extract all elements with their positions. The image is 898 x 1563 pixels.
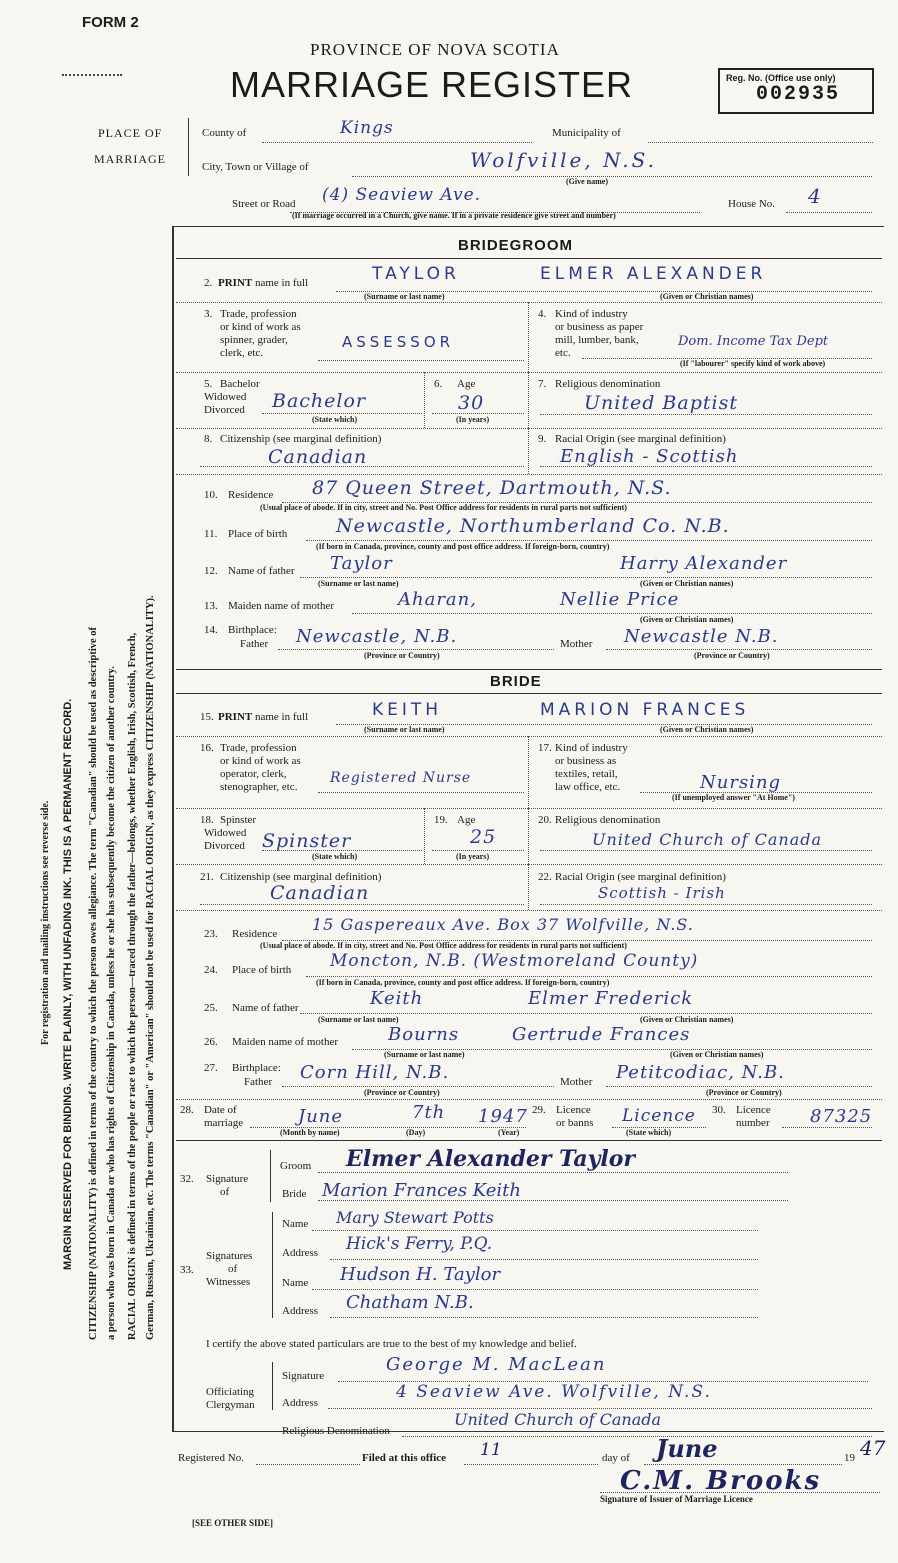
bride-surname: KEITH <box>372 700 443 720</box>
groom-father-surname: Taylor <box>330 553 393 574</box>
f14-caption-father: (Province or Country) <box>364 651 440 660</box>
f18-line-3: Divorced <box>204 840 245 852</box>
signature-bracket <box>270 1150 276 1202</box>
groom-father-given: Harry Alexander <box>620 553 788 574</box>
bride-state-caption: (State which) <box>312 852 358 861</box>
marriage-label: MARRIAGE <box>94 152 167 166</box>
f18-line-2: Widowed <box>204 827 247 839</box>
f9-label: Racial Origin (see marginal definition) <box>555 433 726 445</box>
f33-num: 33. <box>180 1264 194 1276</box>
f16-line-4: stenographer, etc. <box>220 781 298 793</box>
f5-num: 5. <box>204 378 213 390</box>
f7-num: 7. <box>538 378 547 390</box>
f7-label: Religious denomination <box>555 378 661 390</box>
marriage-month: June <box>298 1106 344 1127</box>
bride-age-caption: (In years) <box>456 852 490 861</box>
groom-surname-caption: (Surname or last name) <box>364 292 445 301</box>
f23-num: 23. <box>204 928 218 940</box>
f12-num: 12. <box>204 565 218 577</box>
witness-2-address: Chatham N.B. <box>346 1292 474 1313</box>
witness-2-name: Hudson H. Taylor <box>340 1264 501 1285</box>
bride-age: 25 <box>470 826 497 848</box>
w1-name-label: Name <box>282 1218 309 1230</box>
witness-1-address: Hick's Ferry, P.Q. <box>346 1234 493 1254</box>
groom-mother-given: Nellie Price <box>560 589 680 610</box>
place-note: (If marriage occurred in a Church, give name. If in a private residence give street and number) <box>292 211 616 220</box>
f25-caption-1: (Surname or last name) <box>318 1015 399 1024</box>
f14-caption-mother: (Province or Country) <box>694 651 770 660</box>
f12-caption-2: (Given or Christian names) <box>640 579 734 588</box>
f4-line-2: or business as paper <box>555 321 644 333</box>
issuer-label: Signature of Issuer of Marriage Licence <box>600 1494 753 1504</box>
f4-note: (If "labourer" specify kind of work above) <box>680 359 826 368</box>
groom-given-caption: (Given or Christian names) <box>660 292 754 301</box>
f33-line-2: of <box>228 1263 238 1275</box>
f27-label-b: Father <box>244 1076 273 1088</box>
bride-mother-given: Gertrude Frances <box>512 1024 691 1045</box>
day-of-label: day of <box>602 1452 630 1464</box>
f4-line-4: etc. <box>555 347 571 359</box>
registered-no-label: Registered No. <box>178 1452 244 1464</box>
f10-caption: (Usual place of abode. If in city, street and No. Post Office address for residents in rural parts not sufficient) <box>260 503 627 512</box>
bride-sig-label: Bride <box>282 1188 307 1200</box>
page-title: MARRIAGE REGISTER <box>230 64 634 105</box>
f17-num: 17. <box>538 742 552 754</box>
groom-age: 30 <box>458 392 485 414</box>
house-label: House No. <box>728 198 776 210</box>
f11-num: 11. <box>204 528 218 540</box>
f29-num: 29. <box>532 1104 546 1116</box>
day-caption: (Day) <box>406 1128 426 1137</box>
f16-line-3: operator, clerk, <box>220 768 287 780</box>
bride-given-caption: (Given or Christian names) <box>660 725 754 734</box>
groom-sig-label: Groom <box>280 1160 312 1172</box>
bride-mother-surname: Bourns <box>388 1024 460 1045</box>
f27-label-a: Birthplace: <box>232 1062 281 1074</box>
f6-num: 6. <box>434 378 443 390</box>
f15-num: 15. <box>200 711 214 723</box>
filed-year: 47 <box>860 1436 886 1460</box>
f32-line-2: of <box>220 1186 230 1198</box>
bride-trade: Registered Nurse <box>330 770 472 786</box>
f8-label: Citizenship (see marginal definition) <box>220 433 382 445</box>
bride-surname-caption: (Surname or last name) <box>364 725 445 734</box>
f33-line-3: Witnesses <box>206 1276 251 1288</box>
year-prefix: 19 <box>844 1452 855 1464</box>
groom-industry: Dom. Income Tax Dept <box>678 334 829 349</box>
clergy-line-2: Clergyman <box>206 1399 255 1411</box>
margin-text-1: For registration and mailing instructions see reverse side. <box>40 800 51 1045</box>
clergy-bracket <box>272 1362 278 1410</box>
groom-surname: TAYLOR <box>372 264 460 284</box>
house-value: 4 <box>808 184 822 208</box>
bride-religion: United Church of Canada <box>592 830 823 849</box>
f2-label <box>218 277 308 289</box>
witness-1-name: Mary Stewart Potts <box>336 1208 494 1227</box>
clergy-denom-label: Religious Denomination <box>282 1425 390 1437</box>
f21-label: Citizenship (see marginal definition) <box>220 871 382 883</box>
f14-num: 14. <box>204 624 218 636</box>
bride-father-given: Elmer Frederick <box>528 988 694 1009</box>
groom-father-birth: Newcastle, N.B. <box>296 626 458 647</box>
county-label: County of <box>202 127 247 139</box>
f16-line-2: or kind of work as <box>220 755 301 767</box>
marriage-day: 7th <box>412 1102 446 1123</box>
bridegroom-heading: BRIDEGROOM <box>458 237 573 254</box>
certify-statement: I certify the above stated particulars are true to the best of my knowledge and belief. <box>206 1338 577 1350</box>
f13-caption: (Given or Christian names) <box>640 615 734 624</box>
f3-line-2: or kind of work as <box>220 321 301 333</box>
f32-line-1: Signature <box>206 1173 249 1185</box>
bride-father-surname: Keith <box>370 988 424 1009</box>
province-heading: PROVINCE OF NOVA SCOTIA <box>310 40 560 59</box>
f15-label <box>218 711 308 723</box>
give-name-caption: (Give name) <box>566 177 608 186</box>
f27-mother-label: Mother <box>560 1076 593 1088</box>
f11-label: Place of birth <box>228 528 288 540</box>
place-of-label: PLACE OF <box>98 126 163 140</box>
month-caption: (Month by name) <box>280 1128 340 1137</box>
reg-number-box <box>718 68 874 114</box>
reg-number: 002935 <box>756 83 841 106</box>
f5-line-2: Widowed <box>204 391 247 403</box>
f3-line-4: clerk, etc. <box>220 347 264 359</box>
f24-label: Place of birth <box>232 964 292 976</box>
f15-label-print: PRINT <box>218 711 253 723</box>
witness-bracket <box>272 1212 278 1318</box>
city-value: Wolfville, N.S. <box>470 148 658 172</box>
bride-state: Spinster <box>262 830 352 852</box>
municipality-label: Municipality of <box>552 127 621 139</box>
bride-origin: Scottish - Irish <box>598 884 726 902</box>
f3-line-1: Trade, profession <box>220 308 297 320</box>
bride-residence: 15 Gaspereaux Ave. Box 37 Wolfville, N.S. <box>312 915 694 934</box>
f12-label: Name of father <box>228 565 295 577</box>
bride-mother-birth: Petitcodiac, N.B. <box>616 1062 785 1083</box>
clergy-sig-label: Signature <box>282 1370 325 1382</box>
filed-day: 11 <box>480 1440 502 1460</box>
see-other-side: [SEE OTHER SIDE] <box>192 1518 274 1528</box>
f25-num: 25. <box>204 1002 218 1014</box>
f17-line-1: Kind of industry <box>555 742 628 754</box>
f19-num: 19. <box>434 814 448 826</box>
groom-residence: 87 Queen Street, Dartmouth, N.S. <box>312 477 672 499</box>
f26-caption-2: (Given or Christian names) <box>670 1050 764 1059</box>
f28-line-2: marriage <box>204 1117 244 1129</box>
f24-caption: (If born in Canada, province, county and post office address. If foreign-born, country) <box>316 978 610 987</box>
bride-heading: BRIDE <box>490 673 542 690</box>
bride-given: MARION FRANCES <box>540 700 750 720</box>
w2-name-label: Name <box>282 1277 309 1289</box>
f32-num: 32. <box>180 1173 194 1185</box>
f26-num: 26. <box>204 1036 218 1048</box>
f8-num: 8. <box>204 433 213 445</box>
licence-type-caption: (State which) <box>626 1128 672 1137</box>
street-label: Street or Road <box>232 198 296 210</box>
f5-line-3: Divorced <box>204 404 245 416</box>
f6-label: Age <box>457 378 476 390</box>
city-label: City, Town or Village of <box>202 161 309 173</box>
filed-month: June <box>656 1434 718 1463</box>
f25-label: Name of father <box>232 1002 299 1014</box>
f14-label-b: Father <box>240 638 269 650</box>
margin-text-6: German, Russian, Ukrainian, etc. The terms "Canadian" or "American" should not be used for RACIAL ORIGIN, as they express CITIZENSHIP (NATIONALITY). <box>145 595 156 1340</box>
f24-num: 24. <box>204 964 218 976</box>
f3-line-3: spinner, grader, <box>220 334 288 346</box>
f2-num: 2. <box>204 277 213 289</box>
groom-birthplace: Newcastle, Northumberland Co. N.B. <box>336 515 730 537</box>
f29-line-2: or banns <box>556 1117 594 1129</box>
f23-label: Residence <box>232 928 278 940</box>
f28-line-1: Date of <box>204 1104 237 1116</box>
clergy-address-label: Address <box>282 1397 319 1409</box>
f13-num: 13. <box>204 600 218 612</box>
f10-label: Residence <box>228 489 274 501</box>
f12-caption-1: (Surname or last name) <box>318 579 399 588</box>
f27-caption-mother: (Province or Country) <box>706 1088 782 1097</box>
f4-line-3: mill, lumber, bank, <box>555 334 639 346</box>
f15-label-rest: name in full <box>252 711 309 723</box>
f30-num: 30. <box>712 1104 726 1116</box>
place-bracket <box>188 118 194 176</box>
f33-line-1: Signatures <box>206 1250 253 1262</box>
licence-number: 87325 <box>810 1106 873 1127</box>
clergy-address: 4 Seaview Ave. Wolfville, N.S. <box>396 1382 712 1402</box>
f21-num: 21. <box>200 871 214 883</box>
f4-line-1: Kind of industry <box>555 308 628 320</box>
f30-line-1: Licence <box>736 1104 771 1116</box>
f28-num: 28. <box>180 1104 194 1116</box>
f17-line-4: law office, etc. <box>555 781 621 793</box>
marriage-year: 1947 <box>478 1106 528 1127</box>
clergy-signature: George M. MacLean <box>386 1354 607 1375</box>
f14-label-a: Birthplace: <box>228 624 277 636</box>
bride-birthplace: Moncton, N.B. (Westmoreland County) <box>330 951 699 971</box>
f13-label: Maiden name of mother <box>228 600 334 612</box>
f22-label: Racial Origin (see marginal definition) <box>555 871 726 883</box>
f9-num: 9. <box>538 433 547 445</box>
f19-label: Age <box>457 814 476 826</box>
street-value: (4) Seaview Ave. <box>322 185 482 205</box>
filed-label: Filed at this office <box>362 1452 447 1464</box>
f18-num: 18. <box>200 814 214 826</box>
f17-note: (If unemployed answer "At Home") <box>672 793 795 802</box>
f16-line-1: Trade, profession <box>220 742 297 754</box>
f11-caption: (If born in Canada, province, county and post office address. If foreign-born, country) <box>316 542 610 551</box>
clergy-denomination: United Church of Canada <box>454 1410 662 1429</box>
groom-religion: United Baptist <box>584 392 738 414</box>
f30-line-2: number <box>736 1117 770 1129</box>
groom-mother-surname: Aharan, <box>398 589 477 610</box>
hole-punch-mark <box>62 74 122 76</box>
f26-caption-1: (Surname or last name) <box>384 1050 465 1059</box>
f2-label-print: PRINT <box>218 277 253 289</box>
f17-line-3: textiles, retail, <box>555 768 618 780</box>
f27-num: 27. <box>204 1062 218 1074</box>
f27-caption-father: (Province or Country) <box>364 1088 440 1097</box>
bride-industry: Nursing <box>700 772 782 793</box>
groom-state: Bachelor <box>272 390 367 412</box>
f23-caption: (Usual place of abode. If in city, street and No. Post Office address for residents in rural parts not sufficient) <box>260 941 627 950</box>
f10-num: 10. <box>204 489 218 501</box>
year-caption: (Year) <box>498 1128 520 1137</box>
f4-num: 4. <box>538 308 547 320</box>
groom-citizenship: Canadian <box>268 446 368 468</box>
f5-line-1: Bachelor <box>220 378 260 390</box>
groom-state-caption: (State which) <box>312 415 358 424</box>
licence-type: Licence <box>622 1106 696 1126</box>
groom-origin: English - Scottish <box>560 446 739 467</box>
issuer-signature: C.M. Brooks <box>620 1466 822 1496</box>
f16-num: 16. <box>200 742 214 754</box>
f26-label: Maiden name of mother <box>232 1036 338 1048</box>
f20-label: Religious denomination <box>555 814 661 826</box>
f14-mother-label: Mother <box>560 638 593 650</box>
groom-given: ELMER ALEXANDER <box>540 264 767 284</box>
f2-label-rest: name in full <box>252 277 309 289</box>
groom-trade: ASSESSOR <box>342 333 455 351</box>
margin-text-3: CITIZENSHIP (NATIONALITY) is defined in terms of the country to which the person owes allegiance. The term "Canadian" should be used as descriptive of <box>88 626 99 1340</box>
margin-text-2: MARGIN RESERVED FOR BINDING. WRITE PLAINLY, WITH UNFADING INK. THIS IS A PERMANENT RECORD. <box>62 698 74 1270</box>
f22-num: 22. <box>538 871 552 883</box>
f20-num: 20. <box>538 814 552 826</box>
w2-address-label: Address <box>282 1305 319 1317</box>
county-value: Kings <box>340 118 394 138</box>
f18-line-1: Spinster <box>220 814 257 826</box>
margin-text-4: a person who was born in Canada or who has rights of Citizenship in Canada, unless he or she has subsequently become the citizen of another country. <box>106 666 117 1340</box>
reg-number-label: Reg. No. (Office use only) <box>726 73 836 83</box>
f3-num: 3. <box>204 308 213 320</box>
clergy-line-1: Officiating <box>206 1386 255 1398</box>
bride-citizenship: Canadian <box>270 882 370 904</box>
groom-mother-birth: Newcastle N.B. <box>624 626 779 647</box>
f17-line-2: or business as <box>555 755 617 767</box>
f25-caption-2: (Given or Christian names) <box>640 1015 734 1024</box>
groom-signature: Elmer Alexander Taylor <box>346 1146 635 1172</box>
bride-father-birth: Corn Hill, N.B. <box>300 1062 450 1083</box>
bride-signature: Marion Frances Keith <box>322 1180 521 1201</box>
groom-age-caption: (In years) <box>456 415 490 424</box>
form-id: FORM 2 <box>82 14 139 31</box>
f29-line-1: Licence <box>556 1104 591 1116</box>
margin-text-5: RACIAL ORIGIN is defined in terms of the people or race to which the person—traced through the father—belongs, whether English, Irish, Scottish, French, <box>127 632 138 1340</box>
w1-address-label: Address <box>282 1247 319 1259</box>
